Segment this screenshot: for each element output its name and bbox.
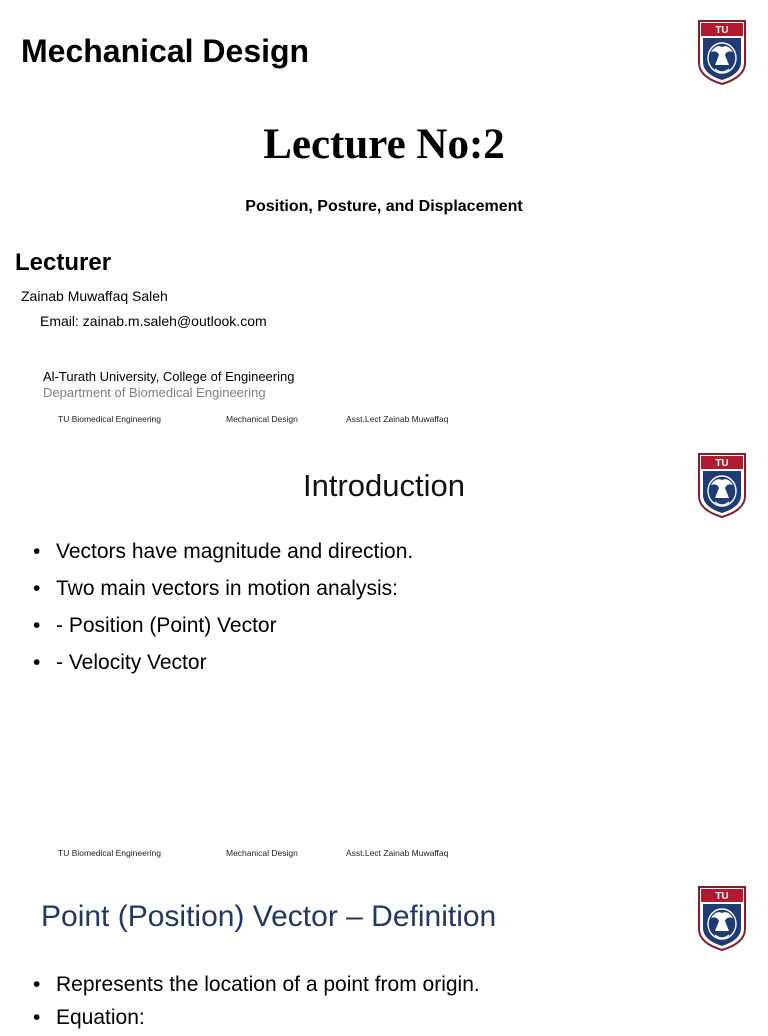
introduction-bullet-list [33, 537, 413, 685]
list-item: • Two main vectors in motion analysis: [33, 574, 413, 611]
lecture-subtitle: Position, Posture, and Displacement [245, 198, 523, 215]
title-slide [0, 0, 768, 433]
footer-right: Asst.Lect Zainab Muwaffaq [346, 414, 449, 424]
course-title: Mechanical Design [21, 33, 310, 69]
bullet-icon: • [33, 1006, 41, 1029]
department-name: Department of Biomedical Engineering [43, 385, 266, 400]
lecturer-email: Email: zainab.m.saleh@outlook.com [40, 313, 267, 329]
list-item: • - Velocity Vector [33, 648, 413, 685]
footer-center: Mechanical Design [226, 414, 298, 424]
lecturer-name: Zainab Muwaffaq Saleh [21, 288, 168, 304]
footer-left: TU Biomedical Engineering [58, 414, 161, 424]
footer-left: TU Biomedical Engineering [58, 848, 161, 858]
university-name: Al-Turath University, College of Engineering [43, 369, 295, 384]
introduction-title: Introduction [303, 468, 465, 503]
bullet-icon: • [33, 577, 41, 600]
bullet-icon: • [33, 973, 41, 996]
list-item: • Equation: [33, 1003, 480, 1036]
definition-title: Point (Position) Vector – Definition [41, 900, 497, 933]
footer-center: Mechanical Design [226, 848, 298, 858]
lecturer-heading: Lecturer [15, 249, 112, 276]
bullet-icon: • [33, 540, 41, 563]
university-crest-icon [697, 885, 747, 951]
bullet-icon: • [33, 614, 41, 637]
list-item: • Vectors have magnitude and direction. [33, 537, 413, 574]
list-item: • - Position (Point) Vector [33, 611, 413, 648]
university-crest-icon [697, 19, 747, 85]
lecture-number: Lecture No:2 [263, 121, 505, 168]
footer-right: Asst.Lect Zainab Muwaffaq [346, 848, 449, 858]
bullet-icon: • [33, 651, 41, 674]
definition-bullet-list [33, 970, 480, 1036]
list-item: • Represents the location of a point from origin. [33, 970, 480, 1003]
